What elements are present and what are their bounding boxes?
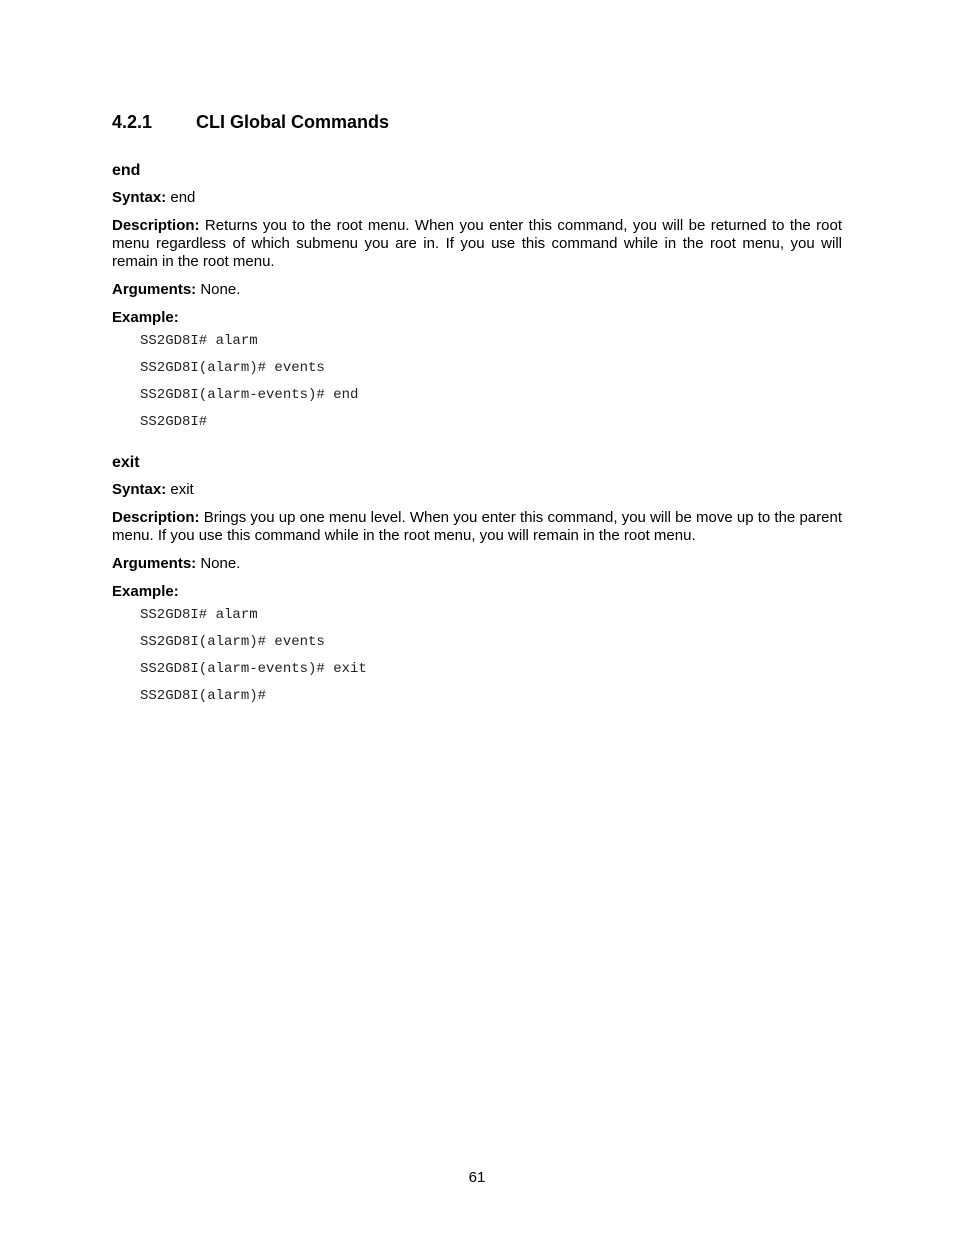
syntax-label: Syntax: [112, 481, 167, 498]
code-line: SS2GD8I(alarm-events)# end [140, 387, 359, 403]
command-block-end [112, 161, 842, 441]
description-text: Brings you up one menu level. When you enter this command, you will be move up to the parent menu. If you use this command while in the root menu, you will remain in the root menu. [112, 509, 842, 544]
example-label: Example: [112, 583, 179, 600]
code-line: SS2GD8I(alarm)# [140, 688, 267, 704]
section-heading [112, 112, 389, 133]
description-text: Returns you to the root menu. When you enter this command, you will be returned to the root menu regardless of which submenu you are in. If you use this command while in the root menu, you will remain in the root menu. [112, 217, 842, 270]
document-page [112, 0, 842, 1235]
description-label: Description: [112, 217, 200, 234]
arguments-value: None. [200, 555, 241, 572]
section-number: 4.2.1 [112, 112, 153, 132]
syntax-line [112, 189, 842, 207]
description-paragraph [112, 217, 842, 271]
code-line: SS2GD8I(alarm)# events [140, 360, 325, 376]
arguments-label: Arguments: [112, 281, 197, 298]
syntax-value: end [170, 189, 196, 206]
command-block-exit [112, 453, 842, 715]
description-paragraph [112, 509, 842, 545]
syntax-label: Syntax: [112, 189, 167, 206]
arguments-line [112, 555, 842, 573]
command-title: end [112, 162, 141, 179]
section-title: CLI Global Commands [196, 112, 390, 132]
page-number: 61 [468, 1169, 486, 1186]
example-label: Example: [112, 309, 179, 326]
code-line: SS2GD8I# alarm [140, 607, 258, 623]
syntax-value: exit [170, 481, 194, 498]
command-title: exit [112, 454, 140, 471]
arguments-line [112, 281, 842, 299]
code-line: SS2GD8I# alarm [140, 333, 258, 349]
arguments-value: None. [200, 281, 241, 298]
description-label: Description: [112, 509, 200, 526]
arguments-label: Arguments: [112, 555, 197, 572]
code-line: SS2GD8I# [140, 414, 208, 430]
code-line: SS2GD8I(alarm)# events [140, 634, 325, 650]
syntax-line [112, 481, 842, 499]
code-line: SS2GD8I(alarm-events)# exit [140, 661, 367, 677]
